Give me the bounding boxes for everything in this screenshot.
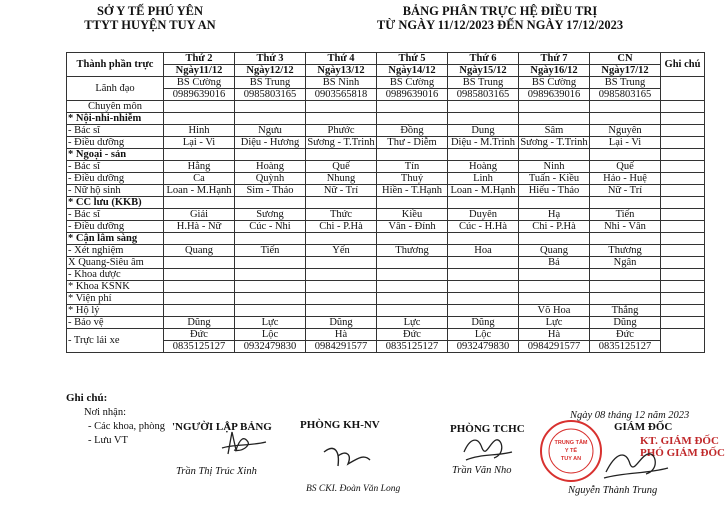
driver-name: Đức	[377, 329, 448, 341]
table-cell: Bá	[519, 257, 590, 269]
table-cell	[306, 305, 377, 317]
center-name: TTYT HUYỆN TUY AN	[84, 18, 216, 32]
row-label: - Bác sĩ	[67, 209, 164, 221]
table-row	[67, 101, 705, 113]
table-cell: Loan - M.Hạnh	[448, 185, 519, 197]
table-cell	[448, 293, 519, 305]
table-cell	[164, 101, 235, 113]
row-label: * Hộ lý	[67, 305, 164, 317]
leader-name: BS Cường	[519, 77, 590, 89]
table-cell: Quế	[590, 161, 661, 173]
signer-title: GIÁM ĐỐC	[614, 421, 673, 433]
table-row	[67, 77, 705, 89]
signer-subtitle: PHÓ GIÁM ĐỐC	[640, 447, 725, 459]
table-cell: Dũng	[448, 317, 519, 329]
table-row	[67, 305, 705, 317]
table-cell	[235, 197, 306, 209]
table-cell	[164, 269, 235, 281]
signer-title: 'NGƯỜI LẬP BẢNG	[172, 421, 272, 433]
table-cell: Tuấn - Kiều	[519, 173, 590, 185]
table-cell	[448, 101, 519, 113]
row-label: * Nội-nhi-nhiễm	[67, 113, 164, 125]
table-cell	[164, 149, 235, 161]
table-row	[67, 125, 705, 137]
table-cell	[235, 257, 306, 269]
table-cell: Ninh	[519, 161, 590, 173]
table-cell: Diệu - Hương	[235, 137, 306, 149]
leader-name: BS Cường	[164, 77, 235, 89]
table-row	[67, 113, 705, 125]
table-row	[67, 329, 705, 341]
table-cell	[235, 113, 306, 125]
table-cell	[306, 113, 377, 125]
signer-name: BS CKI. Đoàn Văn Long	[306, 484, 401, 494]
table-cell	[448, 305, 519, 317]
table-cell: Ngưu	[235, 125, 306, 137]
driver-name: Hà	[519, 329, 590, 341]
column-header-day: Thứ 5	[377, 53, 448, 65]
column-header-date: Ngày15/12	[448, 65, 519, 77]
leader-name: BS Trung	[448, 77, 519, 89]
notes-cell	[661, 281, 705, 293]
leader-phone: 0985803165	[448, 89, 519, 101]
table-cell: Ngân	[590, 257, 661, 269]
signer-subtitle: KT. GIÁM ĐỐC	[640, 435, 719, 447]
driver-phone: 0932479830	[235, 341, 306, 353]
driver-phone: 0932479830	[448, 341, 519, 353]
table-row	[67, 269, 705, 281]
table-cell: Thắng	[590, 305, 661, 317]
table-cell	[377, 269, 448, 281]
table-cell: Hằng	[164, 161, 235, 173]
table-cell	[377, 197, 448, 209]
table-cell: H.Hà - Nữ	[164, 221, 235, 233]
table-cell: Hiếu - Thảo	[519, 185, 590, 197]
table-cell	[235, 281, 306, 293]
table-cell	[377, 101, 448, 113]
column-header-notes: Ghi chú	[661, 53, 705, 77]
table-cell: Hảo - Huệ	[590, 173, 661, 185]
column-header-date: Ngày13/12	[306, 65, 377, 77]
column-header-day: Thứ 4	[306, 53, 377, 65]
signer-name: Trần Văn Nho	[452, 465, 512, 476]
table-cell	[519, 197, 590, 209]
row-label: * CC lưu (KKB)	[67, 197, 164, 209]
column-header-date: Ngày11/12	[164, 65, 235, 77]
column-header-day: Thứ 7	[519, 53, 590, 65]
header-right	[300, 4, 700, 32]
driver-name: Đức	[590, 329, 661, 341]
driver-phone: 0835125127	[590, 341, 661, 353]
driver-phone: 0835125127	[164, 341, 235, 353]
table-cell	[164, 305, 235, 317]
table-cell: Đồng	[377, 125, 448, 137]
leader-phone: 0985803165	[590, 89, 661, 101]
table-cell	[164, 197, 235, 209]
table-cell	[235, 101, 306, 113]
table-cell: Sương	[235, 209, 306, 221]
table-cell	[377, 281, 448, 293]
table-row	[67, 161, 705, 173]
header-left	[60, 4, 240, 32]
table-row	[67, 245, 705, 257]
table-cell: Tín	[377, 161, 448, 173]
table-cell: Nhi - Vân	[590, 221, 661, 233]
row-label: - Bác sĩ	[67, 125, 164, 137]
notes-cell	[661, 317, 705, 329]
document-title: BẢNG PHÂN TRỰC HỆ ĐIỀU TRỊ	[402, 4, 598, 18]
row-label: - Xét nghiệm	[67, 245, 164, 257]
table-row	[67, 221, 705, 233]
table-cell	[164, 281, 235, 293]
recipients-label: Nơi nhận:	[84, 407, 127, 418]
table-cell: Quang	[519, 245, 590, 257]
table-cell: Duyên	[448, 209, 519, 221]
table-cell	[235, 233, 306, 245]
signature-long	[318, 440, 378, 476]
driver-phone: 0835125127	[377, 341, 448, 353]
svg-text:TUY AN: TUY AN	[560, 456, 582, 462]
table-cell	[448, 197, 519, 209]
table-cell: Linh	[448, 173, 519, 185]
driver-name: Đức	[164, 329, 235, 341]
table-cell: Hoàng	[448, 161, 519, 173]
notes-cell	[661, 209, 705, 221]
table-cell	[377, 305, 448, 317]
notes-cell	[661, 197, 705, 209]
table-row	[67, 185, 705, 197]
column-header-day: Thứ 6	[448, 53, 519, 65]
driver-name: Lộc	[235, 329, 306, 341]
notes-cell	[661, 125, 705, 137]
table-cell	[519, 233, 590, 245]
table-cell	[235, 293, 306, 305]
leader-phone: 0989639016	[164, 89, 235, 101]
date-range: TỪ NGÀY 11/12/2023 ĐẾN NGÀY 17/12/2023	[376, 18, 624, 32]
table-cell: Tiến	[590, 209, 661, 221]
table-cell: Hiền - T.Hạnh	[377, 185, 448, 197]
notes-cell	[661, 113, 705, 125]
table-row	[67, 233, 705, 245]
table-row	[67, 257, 705, 269]
row-label: - Điều dưỡng	[67, 173, 164, 185]
leader-name: BS Ninh	[306, 77, 377, 89]
driver-name: Hà	[306, 329, 377, 341]
table-cell: Dung	[448, 125, 519, 137]
table-cell	[590, 197, 661, 209]
notes-cell	[661, 185, 705, 197]
table-cell: Sương - T.Trinh	[307, 137, 375, 148]
table-cell	[519, 149, 590, 161]
column-header-day: Thứ 3	[235, 53, 306, 65]
table-cell: Sương - T.Trinh	[520, 137, 588, 148]
table-cell: Sim - Thảo	[235, 185, 306, 197]
signer-title: PHÒNG KH-NV	[300, 419, 380, 431]
table-cell: Hoa	[448, 245, 519, 257]
signer-title: PHÒNG TCHC	[450, 423, 525, 435]
table-cell: Lại - Vi	[590, 137, 661, 149]
table-cell: Cúc - Nhi	[235, 221, 306, 233]
table-cell: Yến	[306, 245, 377, 257]
column-header-day: Thứ 2	[164, 53, 235, 65]
table-cell: Quỳnh	[235, 173, 306, 185]
row-label: * Cận lâm sàng	[67, 233, 164, 245]
signature-nho	[456, 432, 516, 468]
table-cell: Hinh	[164, 125, 235, 137]
leader-phone: 0985803165	[235, 89, 306, 101]
notes-cell	[661, 233, 705, 245]
table-row	[67, 173, 705, 185]
notes-cell	[661, 149, 705, 161]
notes-cell	[661, 173, 705, 185]
table-cell	[519, 113, 590, 125]
table-cell	[448, 269, 519, 281]
svg-text:TRUNG TÂM: TRUNG TÂM	[554, 440, 588, 446]
table-row	[67, 197, 705, 209]
table-cell	[590, 149, 661, 161]
table-cell: Thư - Diễm	[377, 137, 448, 149]
notes-cell	[661, 101, 705, 113]
driver-phone: 0984291577	[306, 341, 377, 353]
table-cell	[164, 233, 235, 245]
table-cell	[590, 113, 661, 125]
recipient-item: - Lưu VT	[88, 435, 128, 446]
table-cell: Tiến	[235, 245, 306, 257]
table-cell: Quang	[164, 245, 235, 257]
table-cell	[590, 101, 661, 113]
table-cell: Nữ - Trí	[306, 185, 377, 197]
notes-cell	[661, 77, 705, 101]
table-cell: Cúc - H.Hà	[448, 221, 519, 233]
table-cell	[306, 197, 377, 209]
notes-cell	[661, 329, 705, 353]
agency-name: SỞ Y TẾ PHÚ YÊN	[96, 4, 204, 18]
table-cell: Thuỷ	[377, 173, 448, 185]
row-label: X Quang-Siêu âm	[67, 257, 164, 269]
table-cell: Võ Hoa	[519, 305, 590, 317]
notes-cell	[661, 245, 705, 257]
table-cell	[448, 257, 519, 269]
table-cell: Hạ	[519, 209, 590, 221]
table-cell	[448, 149, 519, 161]
table-cell: Thương	[590, 245, 661, 257]
table-row	[67, 281, 705, 293]
table-cell: Nguyên	[590, 125, 661, 137]
table-cell: Lực	[235, 317, 306, 329]
table-cell	[306, 149, 377, 161]
table-cell: Thương	[377, 245, 448, 257]
table-cell	[448, 281, 519, 293]
column-header-date: Ngày16/12	[519, 65, 590, 77]
notes-cell	[661, 161, 705, 173]
column-header-date: Ngày14/12	[377, 65, 448, 77]
row-label: - Bảo vệ	[67, 317, 164, 329]
table-cell: Diệu - M.Trinh	[448, 137, 519, 149]
table-cell: Dũng	[164, 317, 235, 329]
table-cell	[235, 149, 306, 161]
table-cell	[164, 293, 235, 305]
leader-phone: 0903565818	[306, 89, 377, 101]
table-cell	[235, 305, 306, 317]
table-cell	[164, 113, 235, 125]
leader-phone: 0989639016	[377, 89, 448, 101]
signer-name: Nguyễn Thành Trung	[568, 485, 658, 496]
table-cell	[306, 257, 377, 269]
table-cell: Dũng	[306, 317, 377, 329]
table-cell: Phước	[306, 125, 377, 137]
table-cell: Giải	[164, 209, 235, 221]
row-label: * Viện phí	[67, 293, 164, 305]
table-cell: Lực	[519, 317, 590, 329]
column-header-date: Ngày12/12	[235, 65, 306, 77]
signature-xinh	[210, 428, 270, 458]
table-cell: Kiều	[377, 209, 448, 221]
table-cell	[590, 269, 661, 281]
column-header: Thành phần trực	[67, 53, 164, 77]
table-cell: Quế	[306, 161, 377, 173]
row-label: Lãnh đạo	[67, 77, 164, 101]
leader-name: BS Cường	[377, 77, 448, 89]
table-cell	[306, 269, 377, 281]
table-cell	[377, 113, 448, 125]
row-label: - Điều dưỡng	[67, 137, 164, 149]
table-cell: Hoàng	[235, 161, 306, 173]
table-cell	[519, 281, 590, 293]
table-cell	[377, 233, 448, 245]
table-cell	[377, 293, 448, 305]
table-row	[67, 137, 705, 149]
table-cell	[164, 257, 235, 269]
notes-cell	[661, 257, 705, 269]
table-cell	[306, 293, 377, 305]
driver-name: Lộc	[448, 329, 519, 341]
table-row	[67, 293, 705, 305]
table-cell	[590, 233, 661, 245]
table-cell	[519, 269, 590, 281]
table-cell: Lại - Vi	[164, 137, 235, 149]
table-cell	[519, 293, 590, 305]
notes-cell	[661, 269, 705, 281]
table-cell: Nhung	[306, 173, 377, 185]
signer-name: Trần Thị Trúc Xinh	[176, 466, 257, 477]
row-label: - Khoa dược	[67, 269, 164, 281]
column-header-day: CN	[590, 53, 661, 65]
table-cell	[377, 149, 448, 161]
table-cell: Chi - P.Hà	[306, 221, 377, 233]
table-cell	[306, 281, 377, 293]
table-row	[67, 209, 705, 221]
table-cell: Thức	[306, 209, 377, 221]
table-cell	[519, 101, 590, 113]
table-cell: Vân - Đính	[377, 221, 448, 233]
signature-trung	[600, 444, 670, 484]
notes-cell	[661, 221, 705, 233]
table-cell	[377, 257, 448, 269]
table-cell	[590, 281, 661, 293]
recipient-item: - Các khoa, phòng	[88, 421, 165, 432]
notes-cell	[661, 305, 705, 317]
row-label: - Bác sĩ	[67, 161, 164, 173]
column-header-date: Ngày17/12	[590, 65, 661, 77]
table-cell: Sâm	[519, 125, 590, 137]
row-label: - Trực lái xe	[67, 329, 164, 353]
table-row	[67, 149, 705, 161]
notes-label: Ghi chú:	[66, 392, 108, 404]
table-cell: Chi - P.Hà	[519, 221, 590, 233]
leader-phone: 0989639016	[519, 89, 590, 101]
driver-phone: 0984291577	[519, 341, 590, 353]
table-cell: Nữ - Trí	[590, 185, 661, 197]
row-label: * Khoa KSNK	[67, 281, 164, 293]
notes-cell	[661, 293, 705, 305]
svg-text:Y TẾ: Y TẾ	[564, 448, 578, 454]
sign-date: Ngày 08 tháng 12 năm 2023	[570, 410, 690, 421]
table-cell	[448, 113, 519, 125]
table-cell	[235, 269, 306, 281]
table-cell	[306, 233, 377, 245]
table-cell: Loan - M.Hạnh	[164, 185, 235, 197]
official-stamp	[538, 418, 604, 484]
table-cell	[306, 101, 377, 113]
table-row	[67, 317, 705, 329]
row-label: * Ngoại - sản	[67, 149, 164, 161]
notes-cell	[661, 137, 705, 149]
table-cell	[448, 233, 519, 245]
row-label: - Điều dưỡng	[67, 221, 164, 233]
leader-name: BS Trung	[590, 77, 661, 89]
row-label: Chuyên môn	[67, 101, 164, 113]
table-cell: Ca	[164, 173, 235, 185]
leader-name: BS Trung	[235, 77, 306, 89]
table-cell: Lực	[377, 317, 448, 329]
table-row	[67, 53, 705, 65]
schedule-table	[66, 52, 705, 353]
row-label: - Nữ hộ sinh	[67, 185, 164, 197]
table-cell: Dũng	[590, 317, 661, 329]
table-cell	[590, 293, 661, 305]
